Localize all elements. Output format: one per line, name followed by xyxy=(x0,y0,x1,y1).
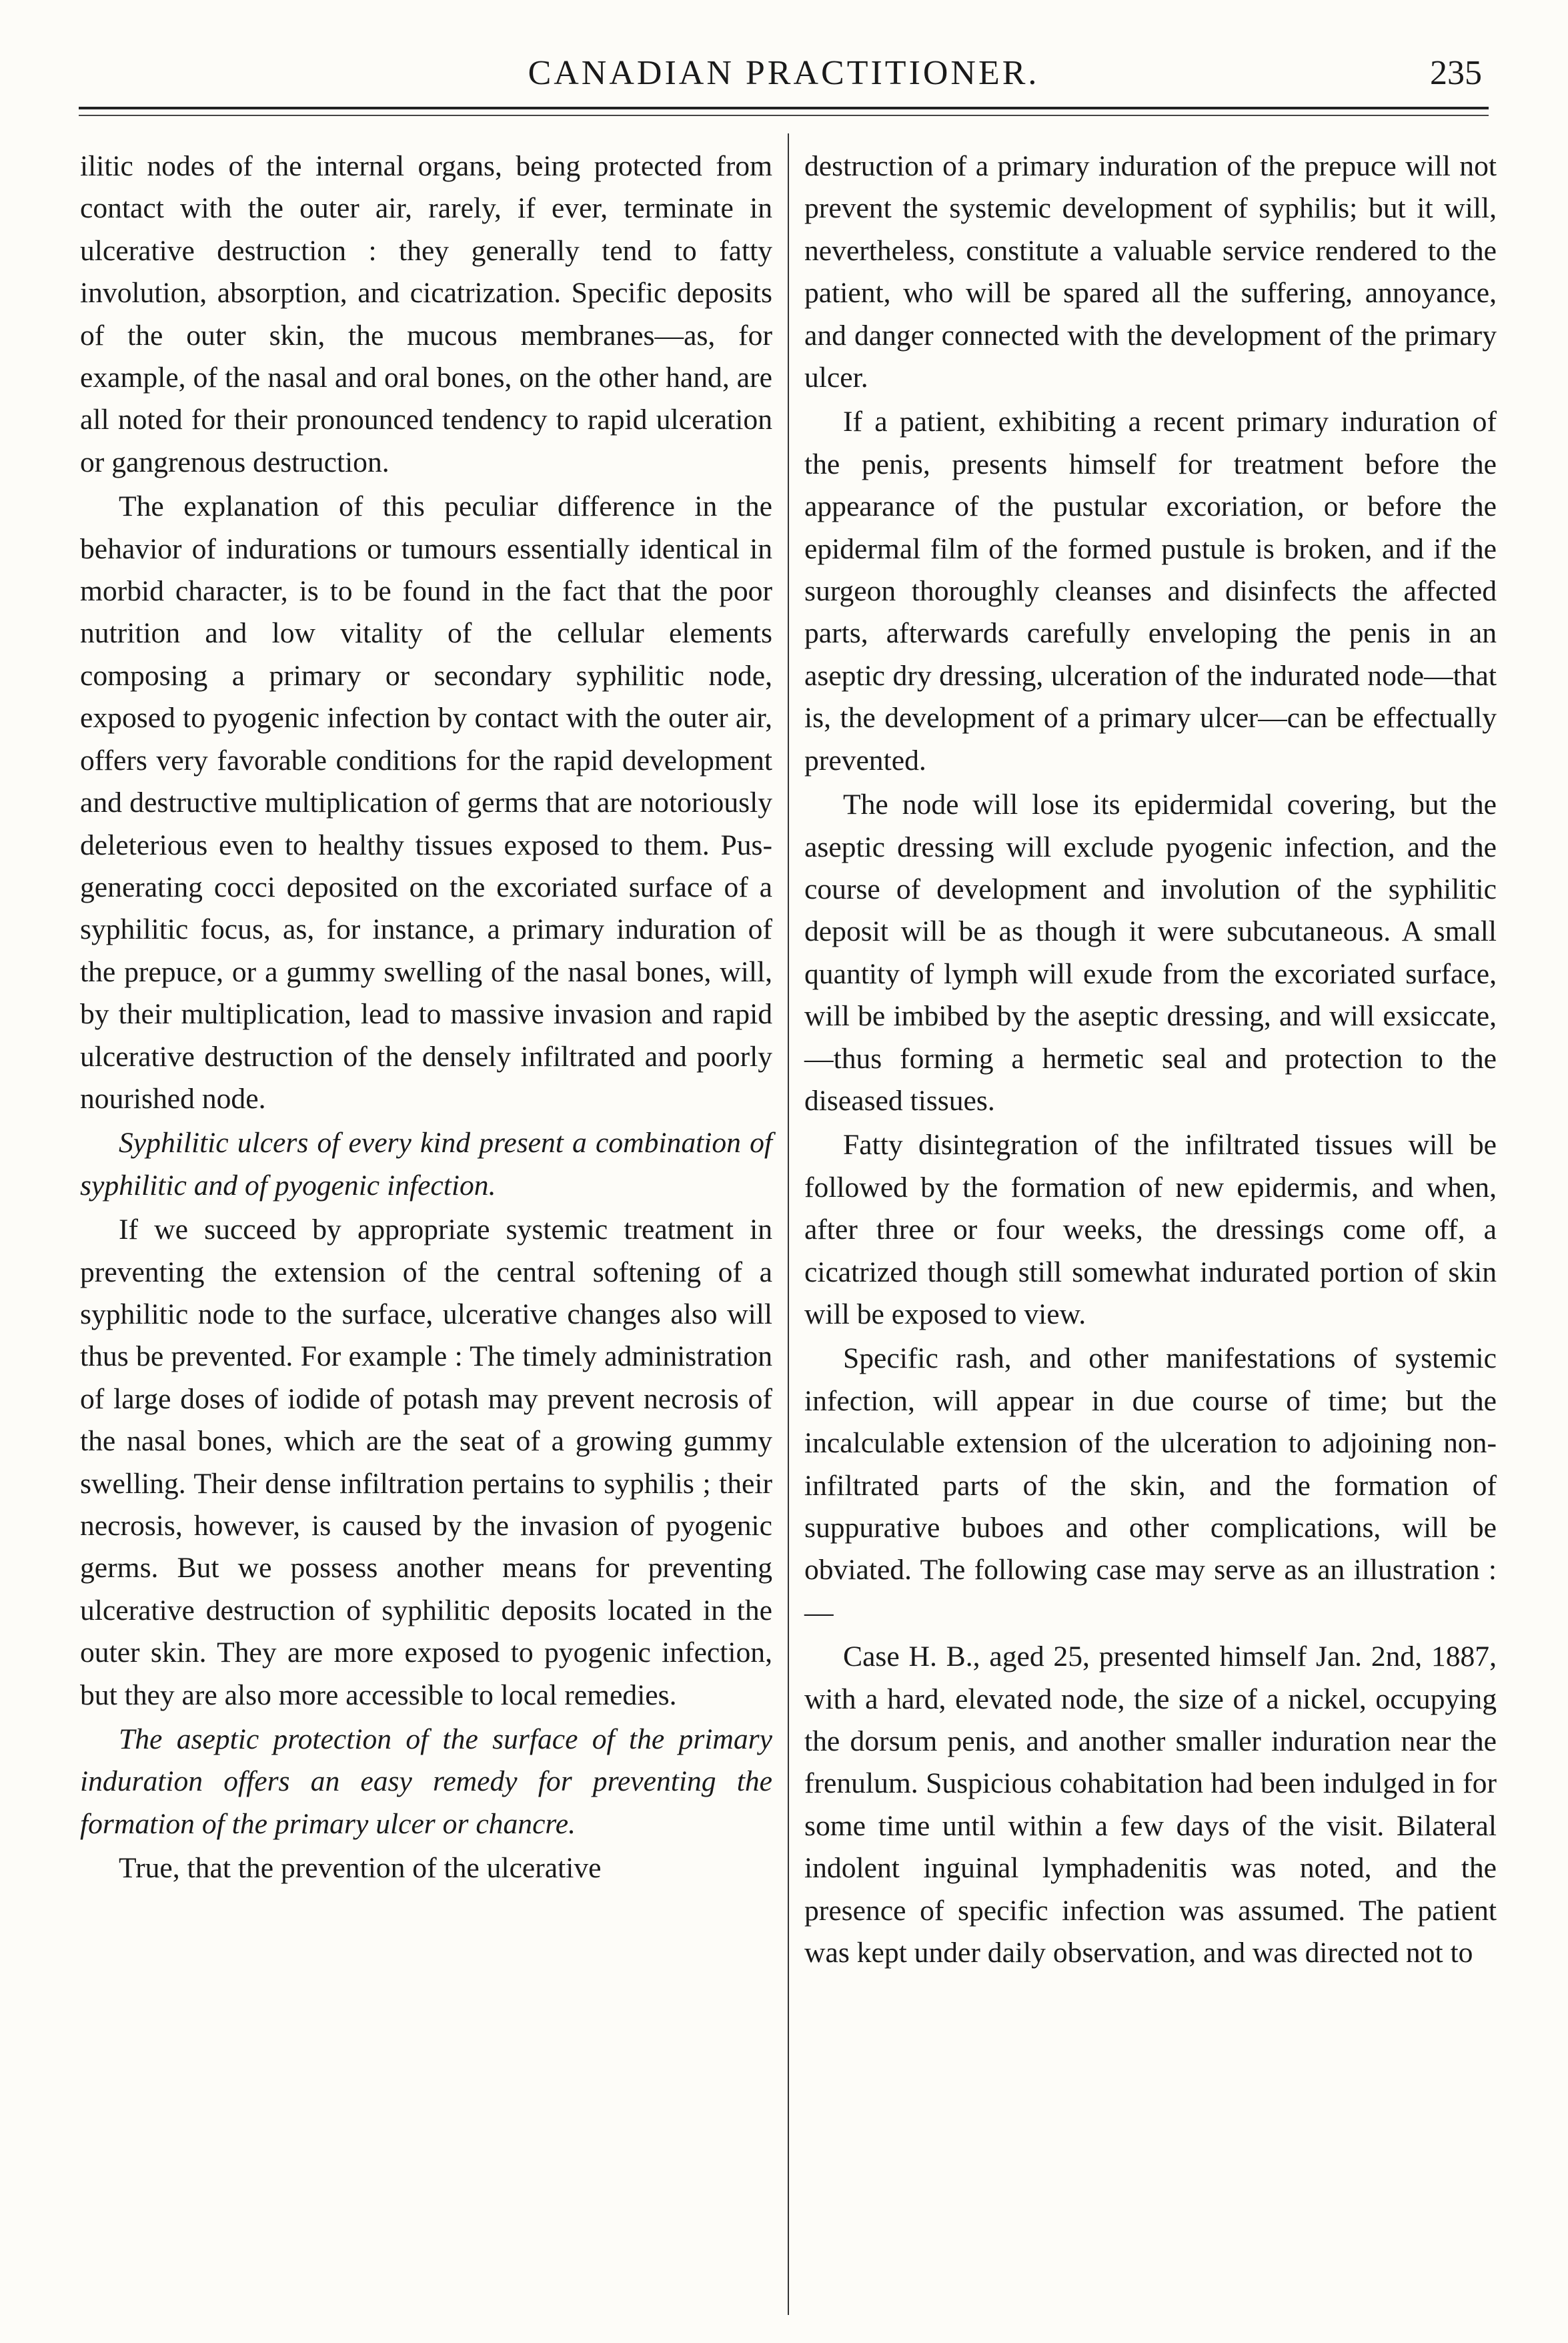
paragraph: Specific rash, and other manifestations of systemic infection, will appear in due course of time; but the incalculable extension of the ulceration to adjoining non-infiltrated parts of the skin, and the formation of suppurative buboes and other complications, will be obviated. The following case may serve as an illustration :— xyxy=(804,1342,1497,1628)
right-column xyxy=(804,145,1497,1976)
header-rule-thin xyxy=(79,115,1489,116)
paragraph: ilitic nodes of the internal organs, being protected from contact with the outer air, rarely, if ever, terminate in ulcerative destruction : they generally tend to fatty involution, absorption, and cicatrization. Specific deposits of the outer skin, the mucous membranes—as, for example, of the nasal and oral bones, on the other hand, are all noted for their pronounced tendency to rapid ulceration or gangrenous destruction. xyxy=(80,150,772,478)
italic-statement: Syphilitic ulcers of every kind present a combination of syphilitic and of pyogenic infection. xyxy=(80,1127,772,1202)
page-number: 235 xyxy=(1430,54,1482,92)
italic-statement: The aseptic protection of the surface of the primary induration offers an easy remedy for preventing the formation of the primary ulcer or chancre. xyxy=(80,1723,772,1840)
paragraph: If we succeed by appropriate systemic treatment in preventing the extension of the central softening of a syphilitic node to the surface, ulcerative changes also will thus be prevented. For example : The timely administration of large doses of iodide of potash may prevent necrosis of the nasal bones, which are the seat of a growing gummy swelling. Their dense infiltration pertains to syphilis ; their necrosis, however, is caused by the invasion of pyogenic germs. But we possess another means for preventing ulcerative destruction of syphilitic deposits located in the outer skin. They are more exposed to pyogenic infection, but they are also more accessible to local remedies. xyxy=(80,1214,772,1711)
left-column xyxy=(80,145,772,1892)
paragraph: The node will lose its epidermidal covering, but the aseptic dressing will exclude pyogenic infection, and the course of development and involution of the syphilitic deposit will be as though it were subcutaneous. A small quantity of lymph will exude from the excoriated surface, will be imbibed by the aseptic dressing, and will exsiccate,—thus forming a hermetic seal and protection to the diseased tissues. xyxy=(804,789,1497,1117)
paragraph: The explanation of this peculiar difference in the behavior of indurations or tumours essentially identical in morbid character, is to be found in the fact that the poor nutrition and low vitality of the cellular elements composing a primary or secondary syphilitic node, exposed to pyogenic infection by contact with the outer air, offers very favorable conditions for the rapid development and destructive multiplication of germs that are notoriously deleterious even to healthy tissues exposed to them. Pus-generating cocci deposited on the excoriated surface of a syphilitic focus, as, for instance, a primary induration of the prepuce, or a gummy swelling of the nasal bones, will, by their multiplication, lead to massive invasion and rapid ulcerative destruction of the densely infiltrated and poorly nourished node. xyxy=(80,490,772,1115)
paragraph: destruction of a primary induration of the prepuce will not prevent the systemic development of syphilis; but it will, nevertheless, constitute a valuable service rendered to the patient, who will be spared all the suffering, annoyance, and danger connected with the development of the primary ulcer. xyxy=(804,150,1497,394)
running-header xyxy=(80,47,1487,107)
header-rule-thick xyxy=(79,107,1489,109)
paragraph: Fatty disintegration of the infiltrated tissues will be followed by the formation of new epidermis, and when, after three or four weeks, the dressings come off, a cicatrized though still somewhat indurated portion of skin will be exposed to view. xyxy=(804,1129,1497,1330)
paragraph: Case H. B., aged 25, presented himself Jan. 2nd, 1887, with a hard, elevated node, the size of a nickel, occupying the dorsum penis, and another smaller induration near the frenulum. Suspicious cohabitation had been indulged in for some time until within a few days of the visit. Bilateral indolent inguinal lymphadenitis was noted, and the presence of specific infection was assumed. The patient was kept under daily observation, and was directed not to xyxy=(804,1641,1497,1969)
column-divider xyxy=(788,133,789,2315)
paragraph: True, that the prevention of the ulcerative xyxy=(119,1852,602,1885)
journal-title: CANADIAN PRACTITIONER. xyxy=(528,54,1040,92)
paragraph: If a patient, exhibiting a recent primary induration of the penis, presents himself for treatment before the appearance of the pustular excoriation, or before the epidermal film of the formed pustule is broken, and if the surgeon thoroughly cleanses and disinfects the affected parts, afterwards carefully enveloping the penis in an aseptic dry dressing, ulceration of the indurated node—that is, the development of a primary ulcer—can be effectually prevented. xyxy=(804,406,1497,777)
